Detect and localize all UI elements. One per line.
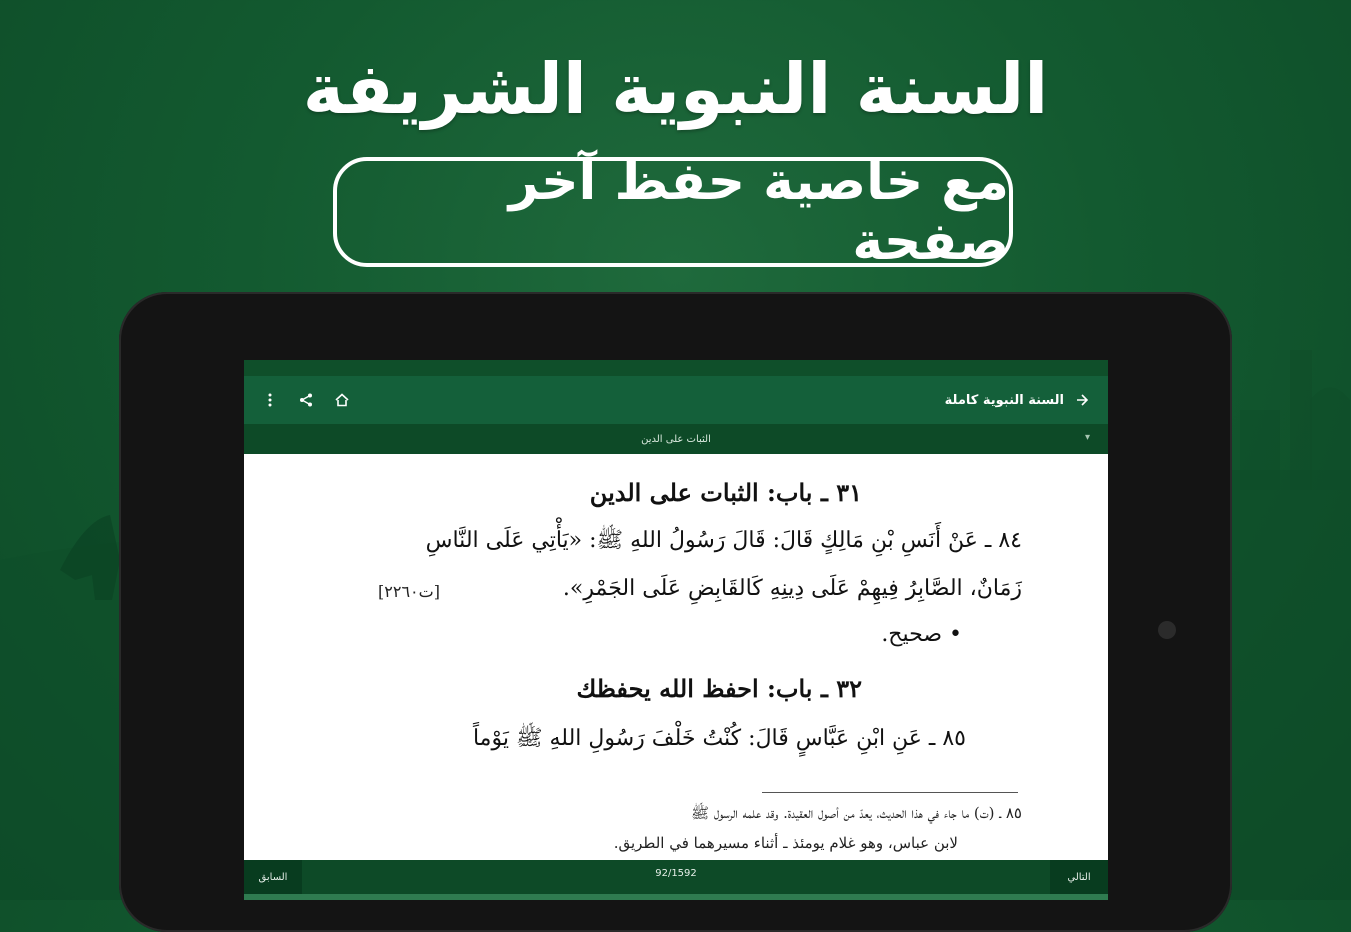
app-title: السنة النبوية كاملة: [944, 392, 1064, 408]
hadith-84-line2: زَمَانٌ، الصَّابِرُ فِيهِمْ عَلَى دِينِهِ كَالقَابِضِ عَلَى الجَمْرِ».: [562, 576, 1022, 601]
app-bar: [244, 376, 1108, 424]
chevron-down-icon[interactable]: ▾: [1084, 432, 1090, 443]
section-title: الثبات على الدين: [641, 433, 711, 445]
back-arrow-icon[interactable]: [1074, 392, 1090, 408]
footnote-line1: ٨٥ ـ (ت) ما جاء في هذا الحديث، يعدّ من أصول العقيدة. وقد علمه الرسول ﷺ: [690, 804, 1022, 822]
hadith-grade: • صحيح.: [881, 622, 962, 647]
tablet-camera: [1158, 621, 1176, 639]
next-page-button[interactable]: التالي: [1050, 860, 1108, 894]
promo-subheadline-box: [333, 152, 1013, 272]
hadith-85-line1: ٨٥ ـ عَنِ ابْنِ عَبَّاسٍ قَالَ: كُنْتُ خَلْفَ رَسُولِ اللهِ ﷺ يَوْماً: [472, 726, 966, 751]
app-screen: [244, 360, 1108, 900]
hadith-84-reference: [ت٢٢٦٠]: [378, 582, 440, 601]
status-strip: [244, 360, 1108, 376]
bottom-accent-line: [244, 894, 1108, 900]
book-page: [244, 454, 1108, 860]
chapter-heading-31: ٣١ ـ باب: الثبات على الدين: [589, 478, 862, 507]
home-icon[interactable]: [334, 392, 350, 408]
footnote-line2: لابن عباس، وهو غلام يومئذ ـ أثناء مسيرهما في الطريق.: [613, 834, 958, 852]
share-icon[interactable]: [298, 392, 314, 408]
chapter-heading-32: ٣٢ ـ باب: احفظ الله يحفظك: [576, 674, 862, 703]
more-vert-icon[interactable]: [262, 392, 278, 408]
promo-headline: السنة النبوية الشريفة: [302, 48, 1049, 130]
page-indicator: 92/1592: [655, 868, 697, 879]
previous-page-button[interactable]: السابق: [244, 860, 302, 894]
footnote-divider: [762, 792, 1018, 793]
hadith-84-line1: ٨٤ ـ عَنْ أَنَسِ بْنِ مَالِكٍ قَالَ: قَالَ رَسُولُ اللهِ ﷺ: «يَأْتِي عَلَى النَّاسِ: [425, 528, 1022, 553]
section-bar[interactable]: [244, 424, 1108, 454]
promo-subheadline: مع خاصية حفظ آخر صفحة: [508, 152, 1009, 272]
